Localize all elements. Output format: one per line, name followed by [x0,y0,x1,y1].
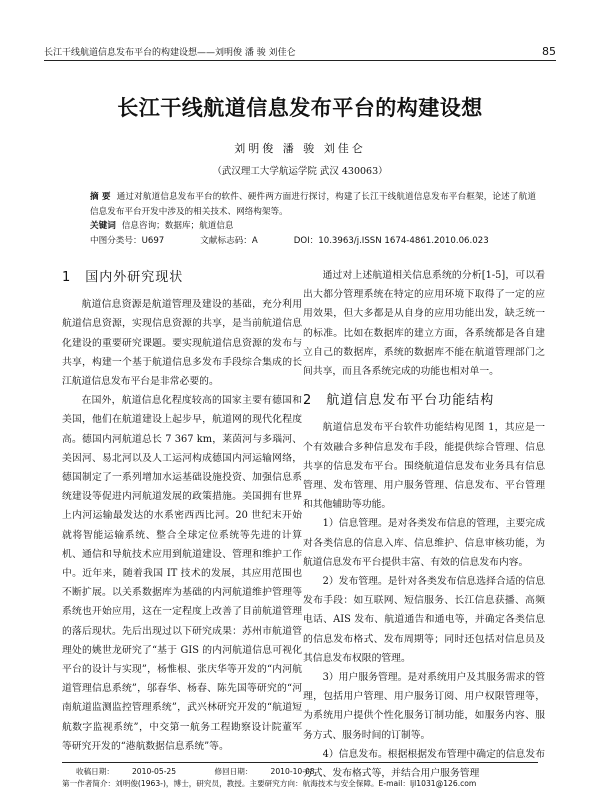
page-number: 85 [542,45,556,58]
clc [90,234,164,249]
doi: DOI：10.3963/j.ISSN 1674-4861.2010.06.023 [293,235,489,246]
keywords-label: 关键词 [90,221,116,231]
doc-code [200,234,257,249]
revised-label: 修回日期： [214,767,253,776]
section-1-heading [62,268,302,287]
section-2-number: 2 [303,393,313,409]
section-2-paragraph-3: 2）发布管理。是针对各类发布信息选择合适的信息发布手段：如互联网、短信服务、长江信息获播、高频电话、AIS 发布、航道通告和通电等，并确定各类信息的信息发布格式、发布周期等；同时还包括对信息员及其信息发布权限的管理。 [303,576,545,664]
section-1-number: 1 [62,270,72,285]
received-label: 收稿日期： [76,767,114,776]
author-bio: 第一作者简介：刘明俊(1963-)，博士，研究员，教授。主要研究方向：航海技术与安全保障。E-mail：ljl1031@126.com [62,779,477,788]
doc-code-label: 文献标志码： [200,235,252,246]
article-authors: 刘明俊 潘 骏 刘佳仑 [234,142,366,155]
abstract-label: 摘 要 [90,192,111,202]
footnote [62,762,538,790]
doc-code-value: A [251,235,258,246]
section-1-title: 国内外研究现状 [85,270,184,285]
section-2-title: 航道信息发布平台功能结构 [326,393,495,409]
left-column [62,262,302,756]
keywords [90,219,536,234]
section-1-paragraph-1: 航道信息资源是航道管理及建设的基础，充分利用航道信息资源，实现信息资源的共享，是当前航道信息化建设的重要研究课题。要实现航道信息资源的发布与共享，构建一个基于航道信息多发布手段综合集成的长江航道信息发布平台是非常必要的。 [62,299,302,388]
footnote-dates [62,766,538,778]
revised-value: 2010-10-08 [270,767,315,776]
keywords-text: 信息咨询；数据库；航道信息 [121,221,234,231]
article-affiliation: （武汉理工大学航运学院 武汉 430063） [212,166,388,177]
abstract [90,190,536,219]
clc-label: 中图分类号： [90,235,142,246]
received-value: 2010-05-25 [131,767,177,776]
section-1-paragraph-2: 在国外，航道信息化程度较高的国家主要有德国和美国，他们在航道建设上起步早，航道网的现代化程度高。德国内河航道总长 7 367 km，莱茵河与多瑙河、美因河、易北河以及人工运河构成德国内河运输网络，德国制定了一系列增加水运基础设施投资、加强信息系统建设等促进内河航道发展的政策措施。美国拥有世界上内河运输最发达的水系密西西比河。20 世纪末开始就将智能运输系统、整合全球定位系统等先进的计算机、通信和导航技术应用到航道建设、管理和维护工作中。近年来，随着我国 IT 技术的发展，其应用范围也不断扩展。以关系数据库为基础的内河航道维护管理等系统也开始应用，这在一定程度上改善了目前航道管理的落后现状。先后出现过以下研究成果：苏州市航道管理处的姚世龙研究了“基于 GIS 的内河航道信息可视化平台的设计与实现”，杨惟根、张庆华等开发的“内河航道管理信息系统”，邬春华、杨春、陈先国等研究的“河南航道监测监控管理系统”，武兴林研究开发的“航道短航数字监视系统”，中交第一航务工程勘察设计院董军等研究开发的“港航数据信息系统”等。 [62,395,302,752]
running-header [44,42,556,61]
received-date [76,767,194,776]
classification-row [90,234,536,249]
section-1-paragraph-3: 通过对上述航道相关信息系统的分析[1-5]，可以看出大都分管理系统在特定的应用环境下取得了一定的应用效果，但大多都是从自身的应用功能出发，缺乏统一的标准。比如在数据库的建立方面，各系统都是各自建立自己的数据库，系统的数据库不能在航道管理部门之间共享，而且各系统完成的功能也相对单一。 [303,270,545,378]
clc-value: U697 [141,235,165,246]
revised-date [215,767,333,776]
right-column [303,266,545,783]
running-title: 长江干线航道信息发布平台的构建设想——刘明俊 潘 骏 刘佳仑 [44,48,296,58]
abstract-text: 通过对航道信息发布平台的软件、硬件两方面进行探讨，构建了长江干线航道信息发布平台框架，论述了航道信息发布平台开发中涉及的相关技术、网络构架等。 [90,192,536,217]
abstract-block [90,190,536,248]
section-2-heading [303,391,545,410]
section-2-paragraph-4: 3）用户服务管理。是对系统用户及其服务需求的管理，包括用户管理、用户服务订阅、用户权限管理等，为系统用户提供个性化服务订制功能，如服务内容、服务方式、服务时间的订制等。 [303,672,545,741]
section-2-paragraph-5: 4）信息发布。根据根据发布管理中确定的信息发布方式、发布格式等，并结合用户服务管理 [303,748,545,780]
article-title: 长江干线航道信息发布平台的构建设想 [117,96,483,120]
section-2-paragraph-2: 1）信息管理。是对各类发布信息的管理，主要完成对各类信息的信息入库、信息维护、信息审核功能，为航道信息发布平台提供丰富、有效的信息发布内容。 [303,518,545,568]
section-2-paragraph-1: 航道信息发布平台软件功能结构见图 1，其应是一个有效融合多种信息发布手段，能提供综合管理、信息共享的信息发布平台。围绕航道信息发布业务具有信息管理、发布管理、用户服务管理、信息发布、平台管理和其他辅助等功能。 [303,422,545,511]
